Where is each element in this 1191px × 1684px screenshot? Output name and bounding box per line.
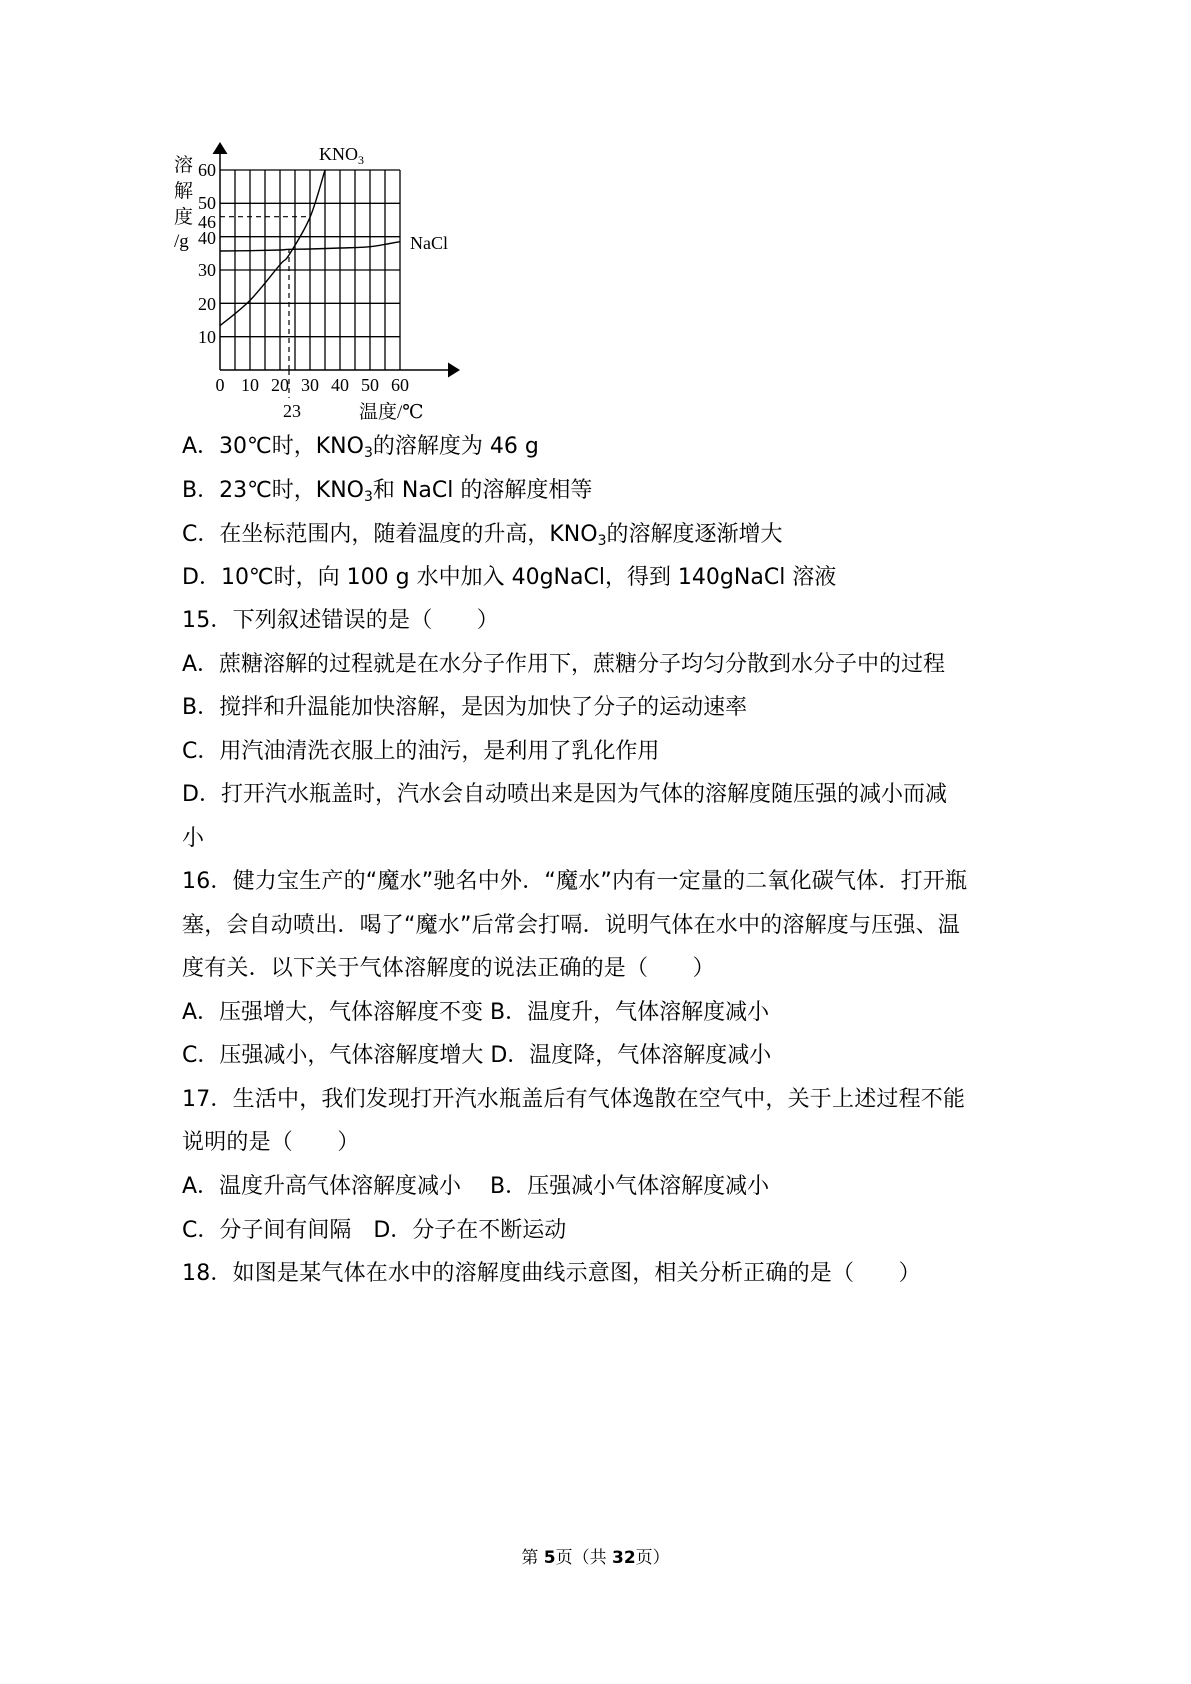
q16-stem-line2: 塞，会自动喷出．喝了“魔水”后常会打嗝．说明气体在水中的溶解度与压强、温 xyxy=(182,913,960,938)
footer-mid: 页（共 xyxy=(555,1548,612,1568)
y-tick-label: 50 xyxy=(198,193,216,213)
q14-option-c-sub: 3 xyxy=(597,533,607,549)
footer-total-pages: 32 xyxy=(611,1548,636,1568)
x-tick-label: 50 xyxy=(361,375,379,395)
y-tick-label: 10 xyxy=(198,327,216,347)
page-footer xyxy=(0,1546,1191,1570)
y-tick-label: 20 xyxy=(198,294,216,314)
q14-option-c-pre: C．在坐标范围内，随着温度的升高，KNO xyxy=(182,522,598,547)
x-tick-label: 20 xyxy=(271,375,289,395)
y-axis-label-char-1: 溶 xyxy=(174,155,194,176)
x-marker-label: 23 xyxy=(283,401,301,421)
x-tick-label: 10 xyxy=(241,375,259,395)
y-axis-label-char-3: 度 xyxy=(174,207,194,228)
q14-option-a xyxy=(182,432,539,462)
y-axis-label-char-4: /g xyxy=(174,231,189,252)
q14-option-a-post: 的溶解度为 46 g xyxy=(372,434,539,459)
chart-grid xyxy=(220,170,400,370)
kno3-label-sub: 3 xyxy=(358,153,364,167)
y-axis-label-char-2: 解 xyxy=(174,181,194,202)
q17-stem-line2: 说明的是（ ） xyxy=(182,1130,360,1155)
q18-stem: 18．如图是某气体在水中的溶解度曲线示意图，相关分析正确的是（ ） xyxy=(182,1261,921,1286)
x-tick-label: 40 xyxy=(331,375,349,395)
x-tick-label: 60 xyxy=(391,375,409,395)
q16-stem-line3: 度有关．以下关于气体溶解度的说法正确的是（ ） xyxy=(182,956,715,981)
footer-page-number: 5 xyxy=(543,1548,556,1568)
q15-option-a: A．蔗糖溶解的过程就是在水分子作用下，蔗糖分子均匀分散到水分子中的过程 xyxy=(182,652,946,677)
kno3-curve-label xyxy=(319,144,364,167)
y-tick-label: 60 xyxy=(198,160,216,180)
q14-option-b-pre: B．23℃时，KNO xyxy=(182,478,364,503)
x-tick-label: 0 xyxy=(215,375,225,395)
kno3-label-text: KNO xyxy=(319,144,358,164)
q14-option-c xyxy=(182,520,783,550)
q14-option-b xyxy=(182,476,592,506)
q16-options-ab: A．压强增大，气体溶解度不变 B．温度升，气体溶解度减小 xyxy=(182,1000,770,1025)
q17-stem-line1: 17．生活中，我们发现打开汽水瓶盖后有气体逸散在空气中，关于上述过程不能 xyxy=(182,1087,966,1112)
y-tick-label: 30 xyxy=(198,260,216,280)
y-tick-label: 46 xyxy=(198,212,216,232)
q15-option-b: B．搅拌和升温能加快溶解，是因为加快了分子的运动速率 xyxy=(182,695,748,720)
q16-stem-line1: 16．健力宝生产的“魔水”驰名中外．“魔水”内有一定量的二氧化碳气体．打开瓶 xyxy=(182,869,968,894)
x-tick-label: 30 xyxy=(301,375,319,395)
q14-option-b-post: 和 NaCl 的溶解度相等 xyxy=(372,478,593,503)
series-line-kno3 xyxy=(220,170,325,326)
q14-option-d: D．10℃时，向 100 g 水中加入 40gNaCl，得到 140gNaCl 溶液 xyxy=(182,565,837,590)
q14-option-c-post: 的溶解度逐渐增大 xyxy=(606,522,783,547)
q14-option-b-sub: 3 xyxy=(364,489,373,505)
q14-option-a-sub: 3 xyxy=(363,445,373,461)
solubility-chart xyxy=(176,146,506,456)
q17-options-ab: A．温度升高气体溶解度减小 B．压强减小气体溶解度减小 xyxy=(182,1174,770,1199)
footer-pre: 第 xyxy=(521,1548,544,1568)
q17-options-cd: C．分子间有间隔 D．分子在不断运动 xyxy=(182,1218,567,1243)
footer-post: 页） xyxy=(635,1548,670,1568)
q14-option-a-pre: A．30℃时，KNO xyxy=(182,434,364,459)
q16-options-cd: C．压强减小，气体溶解度增大 D．温度降，气体溶解度减小 xyxy=(182,1043,772,1068)
x-axis-label: 温度/℃ xyxy=(359,402,424,423)
q15-option-c: C．用汽油清洗衣服上的油污，是利用了乳化作用 xyxy=(182,739,660,764)
q15-option-d-line2: 小 xyxy=(182,826,205,851)
q15-option-d-line1: D．打开汽水瓶盖时，汽水会自动喷出来是因为气体的溶解度随压强的减小而减 xyxy=(182,782,947,807)
y-tick-label: 40 xyxy=(198,228,216,248)
q15-stem: 15．下列叙述错误的是（ ） xyxy=(182,608,499,633)
nacl-curve-label: NaCl xyxy=(410,233,448,253)
